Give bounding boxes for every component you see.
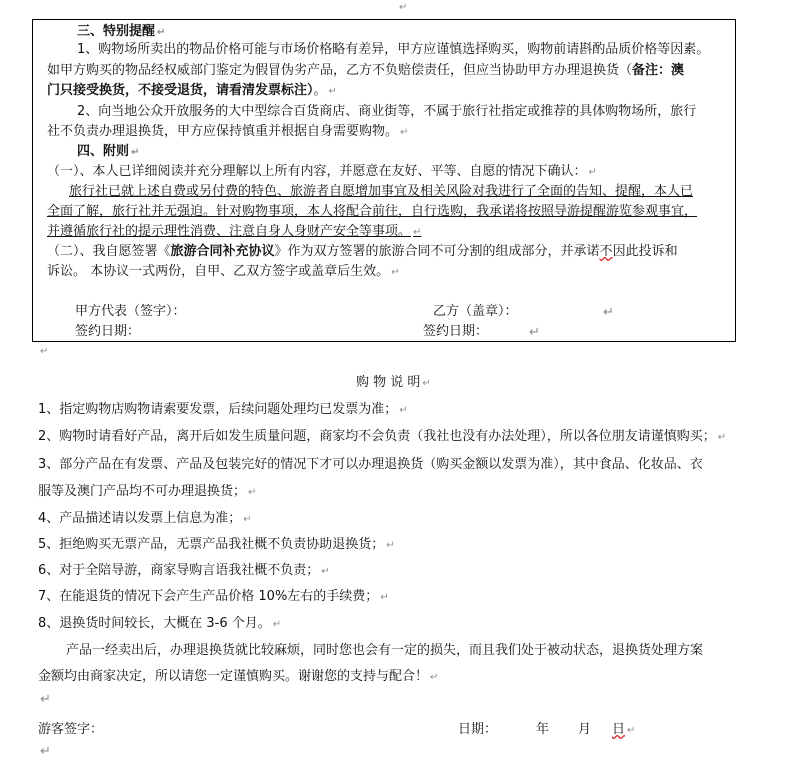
section-4-para-1: （一）、本人已详细阅读并充分理解以上所有内容，并愿意在友好、平等、自愿的情况下确认： ↵ — [47, 164, 597, 179]
confirmation-line-3: 并遵循旅行社的提示理性消费、注意自身人身财产安全等事项。 ↵ — [47, 224, 422, 239]
section-3-para-1-line-3: 门只接受换货，不接受退货，请看清发票标注）。 ↵ — [47, 83, 337, 98]
date-label: 日期： — [458, 722, 498, 737]
section-3-para-2-line-2: 社不负责办理退换货，甲方应保持慎重并根据自身需要购物。 ↵ — [47, 124, 409, 139]
closing-paragraph: 产品一经卖出后，办理退换货就比较麻烦，同时您也会有一定的损失，而且我们处于被动状态，退换货处理方案 — [66, 643, 704, 658]
paragraph-mark: ↵ — [603, 305, 614, 320]
date-month-label: 月 — [578, 722, 592, 737]
section-4-para-2: （二）、我自愿签署《旅游合同补充协议》作为双方签署的旅游合同不可分割的组成部分，并承诺不因此投诉和 — [47, 244, 678, 259]
paragraph-mark: ↵ — [40, 692, 51, 707]
confirmation-line-2: 全面了解，旅行社并无强迫。针对购物事项，本人将配合前往，自行选购，我承诺将按照导游提醒游览参观事宜， — [47, 204, 698, 219]
sign-date-a-label: 签约日期： — [75, 324, 141, 339]
section-3-para-2: 2、向当地公众开放服务的大中型综合百货商店、商业街等，不属于旅行社指定或推荐的具体购物场所，旅行 — [77, 104, 697, 119]
list-item: 7、在能退货的情况下会产生产品价格 10%左右的手续费； ↵ — [38, 589, 389, 604]
closing-paragraph-line-2: 金额均由商家决定，所以请您一定谨慎购买。谢谢您的支持与配合！ ↵ — [38, 669, 439, 684]
party-a-representative-label: 甲方代表（签字）： — [75, 304, 186, 319]
agreement-box — [32, 19, 736, 342]
date-day-label: 日 ↵ — [612, 722, 636, 737]
shopping-title: 购 物 说 明 ↵ — [356, 375, 431, 390]
paragraph-mark: ↵ — [529, 325, 540, 340]
tourist-signature-label: 游客签字： — [38, 722, 104, 737]
party-b-seal-label: 乙方（盖章）： — [433, 304, 518, 319]
list-item: 4、产品描述请以发票上信息为准； ↵ — [38, 511, 252, 526]
list-item: 3、部分产品在有发票、产品及包装完好的情况下才可以办理退换货（购买金额以发票为准），其中食品、化妆品、衣 — [38, 457, 703, 472]
paragraph-mark: ↵ — [40, 744, 51, 759]
date-year-label: 年 — [536, 722, 550, 737]
list-item: 8、退换货时间较长，大概在 3-6 个月。 ↵ — [38, 616, 282, 631]
paragraph-mark: ↵ — [399, 2, 408, 13]
confirmation-line-1: 旅行社已就上述自费或另付费的特色、旅游者自愿增加事宜及相关风险对我进行了全面的告知、提醒，本人已 — [69, 184, 694, 199]
section-3-para-1: 1、购物场所卖出的物品价格可能与市场价格略有差异，甲方应谨慎选择购买，购物前请斟酌品质价格等因素。 — [77, 42, 710, 57]
list-item: 6、对于全陪导游，商家导购言语我社概不负责； ↵ — [38, 563, 330, 578]
list-item: 5、拒绝购买无票产品，无票产品我社概不负责协助退换货； ↵ — [38, 537, 395, 552]
section-3-title: 三、特别提醒 ↵ — [77, 24, 166, 39]
sign-date-b-label: 签约日期： — [423, 324, 489, 339]
list-item: 2、购物时请看好产品，离开后如发生质量问题，商家均不会负责（我社也没有办法处理），所以各位朋友请谨慎购买； ↵ — [38, 429, 727, 444]
paragraph-mark: ↵ — [40, 346, 49, 357]
list-item-continued: 服等及澳门产品均不可办理退换货； ↵ — [38, 484, 257, 499]
section-4-title: 四、附则 ↵ — [77, 144, 140, 159]
section-4-para-2-line-2: 诉讼。 本协议一式两份，自甲、乙双方签字或盖章后生效。 ↵ — [47, 264, 400, 279]
section-3-para-1-line-2: 如甲方购买的物品经权威部门鉴定为假冒伪劣产品，乙方不负赔偿责任，但应当协助甲方办理退换货（备注：澳 — [47, 63, 685, 78]
list-item: 1、指定购物店购物请索要发票，后续问题处理均已发票为准； ↵ — [38, 402, 408, 417]
